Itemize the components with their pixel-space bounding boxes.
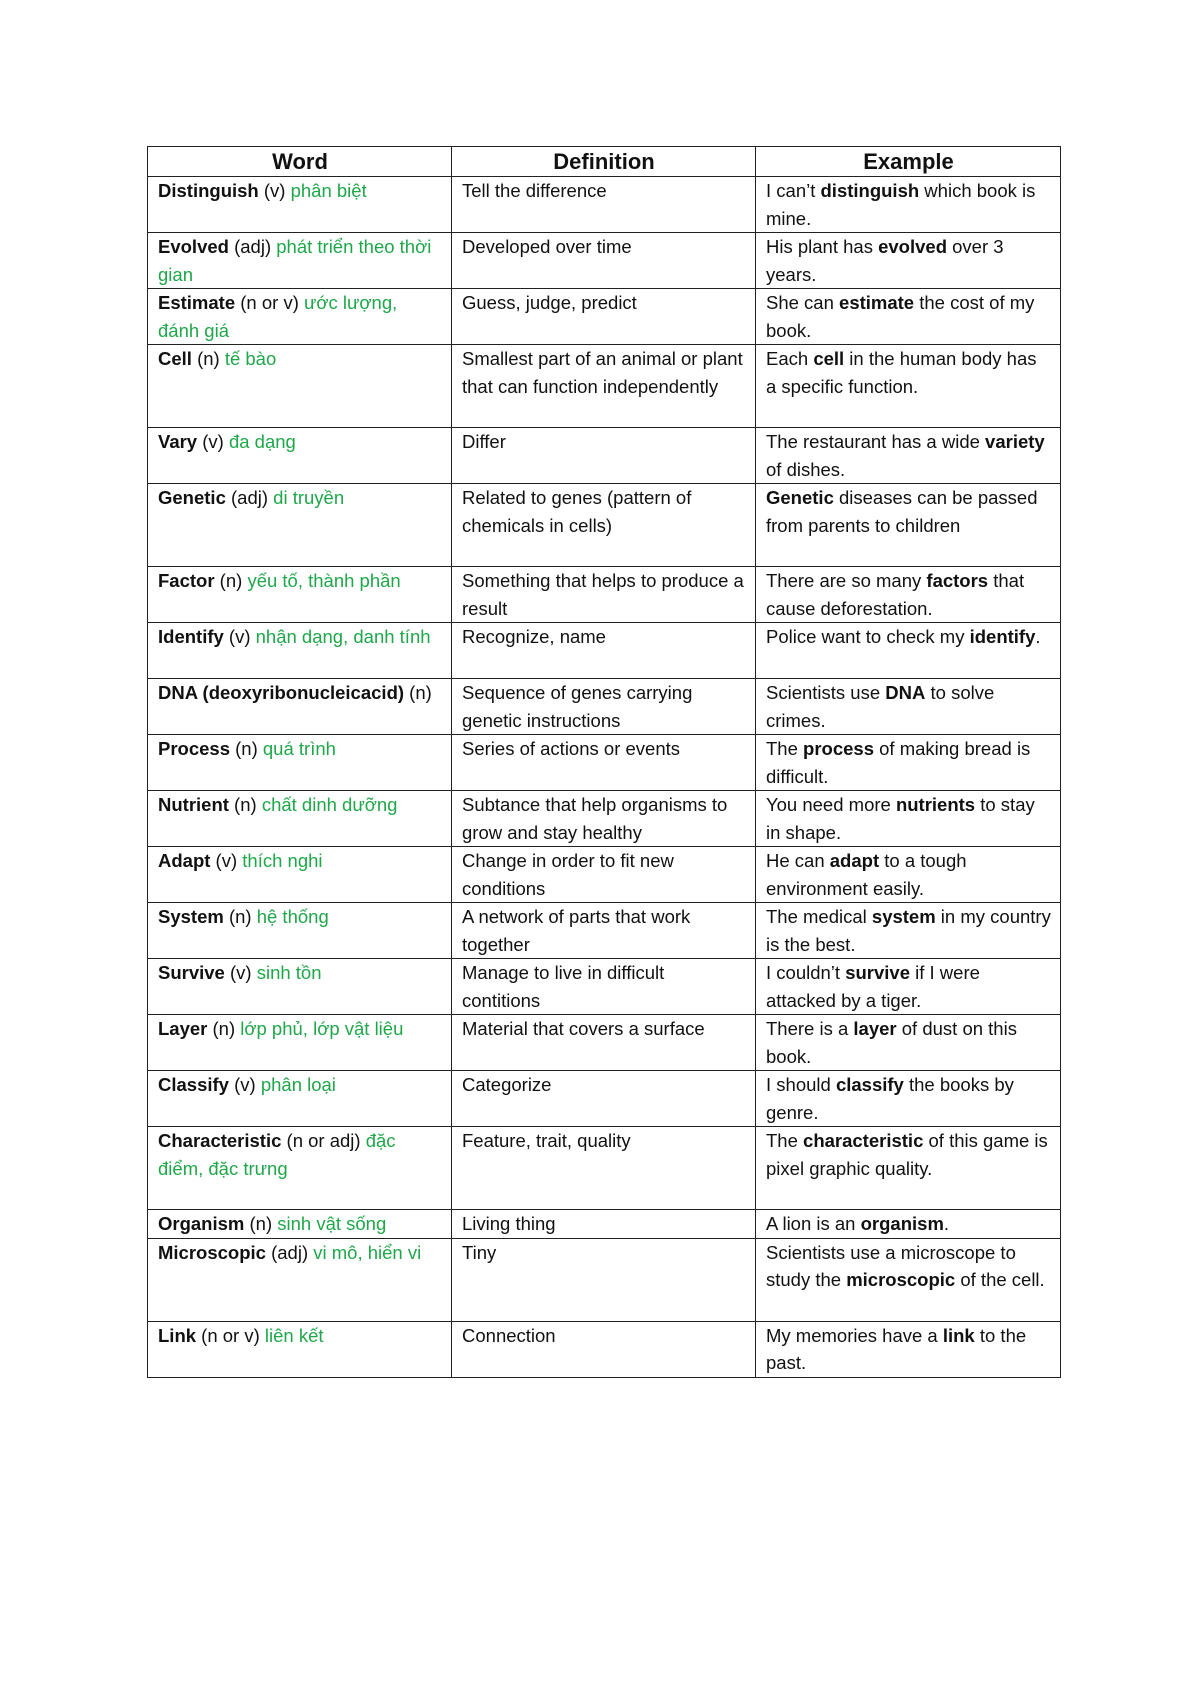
table-row <box>148 623 1061 679</box>
example-text-before: There are so many <box>766 570 927 591</box>
part-of-speech: (v) <box>223 626 256 647</box>
example-text-after: of dishes. <box>766 458 846 480</box>
word-term: Survive <box>158 962 225 983</box>
example-text-before: A lion is an <box>766 1213 861 1234</box>
table-row <box>148 428 1061 484</box>
word-cell <box>148 233 452 289</box>
example-text-after: of the cell. <box>955 1269 1045 1290</box>
word-cell <box>148 623 452 679</box>
vietnamese-translation: chất dinh dưỡng <box>261 794 398 815</box>
part-of-speech: (adj) <box>265 1241 314 1263</box>
example-cell <box>756 1015 1061 1071</box>
example-cell <box>756 1238 1061 1321</box>
definition-cell: Connection <box>452 1321 756 1377</box>
definition-cell: Categorize <box>452 1071 756 1127</box>
example-cell <box>756 289 1061 345</box>
word-term: Vary <box>158 431 198 452</box>
part-of-speech: (v) <box>224 962 257 983</box>
example-keyword: adapt <box>829 850 880 871</box>
example-text-after: in the human body has a specific function. <box>766 348 1037 397</box>
table-row <box>148 1071 1061 1127</box>
part-of-speech: (v) <box>228 1074 261 1095</box>
table-row <box>148 791 1061 847</box>
word-term: Cell <box>158 348 192 369</box>
example-text-before: I can’t <box>766 180 821 201</box>
vietnamese-translation: liên kết <box>264 1324 324 1346</box>
word-cell <box>148 903 452 959</box>
word-cell <box>148 177 452 233</box>
definition-cell: Tiny <box>452 1238 756 1321</box>
vietnamese-translation: tế bào <box>224 348 277 369</box>
part-of-speech: (n or v) <box>196 1324 265 1346</box>
vocabulary-table <box>147 146 1061 1378</box>
example-text-before: The medical <box>766 906 872 927</box>
vietnamese-translation: đặc điểm, đặc trưng <box>158 1130 396 1179</box>
vietnamese-translation: ước lượng, đánh giá <box>158 292 398 341</box>
part-of-speech: (n) <box>244 1213 278 1234</box>
word-cell <box>148 1238 452 1321</box>
example-text-after: to the past. <box>766 1324 1027 1373</box>
example-text-after: that cause deforestation. <box>766 570 1025 619</box>
vietnamese-translation: phát triển theo thời gian <box>158 236 432 285</box>
example-text-after: of making bread is difficult. <box>766 738 1031 787</box>
example-text-after: diseases can be passed from parents to children <box>766 487 1038 536</box>
example-cell <box>756 735 1061 791</box>
word-cell <box>148 1071 452 1127</box>
part-of-speech: (v) <box>258 180 291 201</box>
example-cell <box>756 959 1061 1015</box>
word-term: Link <box>158 1324 197 1346</box>
example-text-after: of dust on this book. <box>766 1018 1017 1067</box>
vietnamese-translation: sinh tồn <box>256 962 322 983</box>
example-text-before: He can <box>766 850 830 871</box>
part-of-speech: (n or v) <box>235 292 304 313</box>
example-keyword: variety <box>985 431 1045 452</box>
word-term: Microscopic <box>158 1241 266 1263</box>
table-row <box>148 484 1061 567</box>
vietnamese-translation: vi mô, hiển vi <box>313 1241 422 1263</box>
example-keyword: system <box>871 906 936 927</box>
part-of-speech: (n) <box>207 1018 241 1039</box>
definition-cell: Differ <box>452 428 756 484</box>
example-text-before: The restaurant has a wide <box>766 431 986 452</box>
example-text-before: His plant has <box>766 236 879 257</box>
word-term: System <box>158 906 224 927</box>
vietnamese-translation: hệ thống <box>256 906 329 927</box>
word-term: Characteristic <box>158 1130 282 1151</box>
part-of-speech: (n) <box>404 682 432 703</box>
part-of-speech: (adj) <box>228 236 277 257</box>
example-keyword: cell <box>813 348 845 369</box>
example-keyword: process <box>803 738 874 759</box>
table-row <box>148 289 1061 345</box>
part-of-speech: (n) <box>214 570 248 591</box>
word-term: Evolved <box>158 236 229 257</box>
vietnamese-translation: di truyền <box>273 487 345 508</box>
example-cell <box>756 847 1061 903</box>
example-keyword: nutrients <box>895 794 976 815</box>
example-text-after: . <box>943 1213 950 1234</box>
table-row <box>148 345 1061 428</box>
word-cell <box>148 847 452 903</box>
word-cell <box>148 1210 452 1239</box>
word-cell <box>148 1015 452 1071</box>
example-keyword: survive <box>845 962 910 983</box>
example-keyword: evolved <box>878 236 947 257</box>
table-row <box>148 1238 1061 1321</box>
word-term: Classify <box>158 1074 229 1095</box>
table-row <box>148 567 1061 623</box>
example-cell <box>756 177 1061 233</box>
word-cell <box>148 959 452 1015</box>
definition-cell: Sequence of genes carrying genetic instructions <box>452 679 756 735</box>
table-row <box>148 679 1061 735</box>
example-text-before: You need more <box>766 794 896 815</box>
vietnamese-translation: thích nghi <box>242 850 323 871</box>
table-row <box>148 959 1061 1015</box>
word-cell <box>148 484 452 567</box>
vietnamese-translation: nhận dạng, danh tính <box>255 626 431 647</box>
definition-cell: Manage to live in difficult contitions <box>452 959 756 1015</box>
example-keyword: organism <box>860 1213 944 1234</box>
word-term: Factor <box>158 570 215 591</box>
example-text-before: Each <box>766 348 814 369</box>
definition-cell: Recognize, name <box>452 623 756 679</box>
example-keyword: characteristic <box>803 1130 924 1151</box>
example-cell <box>756 679 1061 735</box>
example-keyword: microscopic <box>846 1269 956 1290</box>
vietnamese-translation: phân loại <box>260 1074 336 1095</box>
table-row <box>148 177 1061 233</box>
word-cell <box>148 428 452 484</box>
example-keyword: DNA <box>885 682 926 703</box>
word-term: Layer <box>158 1018 208 1039</box>
example-cell <box>756 1321 1061 1377</box>
vietnamese-translation: phân biệt <box>290 180 367 201</box>
word-term: Identify <box>158 626 224 647</box>
definition-cell: A network of parts that work together <box>452 903 756 959</box>
table-row <box>148 1015 1061 1071</box>
word-term: Nutrient <box>158 794 229 815</box>
example-keyword: estimate <box>839 292 915 313</box>
word-cell <box>148 289 452 345</box>
definition-cell: Tell the difference <box>452 177 756 233</box>
word-term: Distinguish <box>158 180 259 201</box>
definition-cell: Material that covers a surface <box>452 1015 756 1071</box>
part-of-speech: (n) <box>228 794 262 815</box>
table-row <box>148 847 1061 903</box>
example-text-after: over 3 years. <box>766 236 1004 285</box>
word-cell <box>148 735 452 791</box>
example-cell <box>756 345 1061 428</box>
definition-cell: Living thing <box>452 1210 756 1239</box>
example-keyword: distinguish <box>820 180 920 201</box>
word-term: Adapt <box>158 850 211 871</box>
example-keyword: classify <box>835 1074 904 1095</box>
word-cell <box>148 1321 452 1377</box>
example-text-after: to a tough environment easily. <box>766 850 967 899</box>
part-of-speech: (n or adj) <box>281 1130 366 1151</box>
example-cell <box>756 903 1061 959</box>
word-term: Process <box>158 738 230 759</box>
word-term: Estimate <box>158 292 236 313</box>
word-term: Genetic <box>158 487 226 508</box>
example-text-after: of this game is pixel graphic quality. <box>766 1130 1048 1179</box>
example-cell <box>756 428 1061 484</box>
example-text-after: . <box>1035 626 1041 647</box>
definition-cell: Related to genes (pattern of chemicals in cells) <box>452 484 756 567</box>
vietnamese-translation: yếu tố, thành phần <box>247 570 401 591</box>
example-text-after: to solve crimes. <box>766 682 995 731</box>
table-row <box>148 903 1061 959</box>
vietnamese-translation: sinh vật sống <box>277 1213 387 1234</box>
header-row <box>148 147 1061 177</box>
example-keyword: identify <box>969 626 1036 647</box>
part-of-speech: (adj) <box>225 487 274 508</box>
word-cell <box>148 679 452 735</box>
table-row <box>148 1127 1061 1210</box>
definition-cell: Smallest part of an animal or plant that can function independently <box>452 345 756 428</box>
example-text-before: Scientists use <box>766 682 886 703</box>
part-of-speech: (v) <box>210 850 243 871</box>
example-text-after: to stay in shape. <box>766 794 1035 843</box>
example-text-before: The <box>766 738 804 759</box>
vietnamese-translation: đa dạng <box>228 431 296 452</box>
example-text-before: Police want to check my <box>766 626 970 647</box>
part-of-speech: (n) <box>223 906 257 927</box>
example-cell <box>756 233 1061 289</box>
example-cell <box>756 623 1061 679</box>
example-text-before: The <box>766 1130 804 1151</box>
example-keyword: link <box>942 1324 975 1346</box>
header-example: Example <box>756 147 1061 177</box>
example-cell <box>756 484 1061 567</box>
example-text-after: which book is mine. <box>766 180 1036 229</box>
vietnamese-translation: lớp phủ, lớp vật liệu <box>240 1018 404 1039</box>
table-row <box>148 735 1061 791</box>
table-row <box>148 1321 1061 1377</box>
example-text-before: There is a <box>766 1018 854 1039</box>
example-text-after: if I were attacked by a tiger. <box>766 962 980 1011</box>
word-cell <box>148 567 452 623</box>
example-cell <box>756 791 1061 847</box>
example-cell <box>756 1127 1061 1210</box>
example-keyword: factors <box>926 570 989 591</box>
table-row <box>148 233 1061 289</box>
example-text-after: in my country is the best. <box>766 906 1051 955</box>
example-cell <box>756 1210 1061 1239</box>
part-of-speech: (v) <box>197 431 229 452</box>
definition-cell: Guess, judge, predict <box>452 289 756 345</box>
word-cell <box>148 1127 452 1210</box>
table-row <box>148 1210 1061 1239</box>
example-keyword: Genetic <box>766 487 834 508</box>
header-word: Word <box>148 147 452 177</box>
definition-cell: Feature, trait, quality <box>452 1127 756 1210</box>
example-text-after: the books by genre. <box>766 1074 1014 1123</box>
definition-cell: Subtance that help organisms to grow and stay healthy <box>452 791 756 847</box>
definition-cell: Developed over time <box>452 233 756 289</box>
definition-cell: Change in order to fit new conditions <box>452 847 756 903</box>
header-definition: Definition <box>452 147 756 177</box>
example-text-before: My memories have a <box>766 1324 943 1346</box>
word-term: Organism <box>158 1213 245 1234</box>
example-text-before: Scientists use a microscope to study the <box>766 1241 1016 1290</box>
part-of-speech: (n) <box>230 738 263 759</box>
example-text-before: I couldn’t <box>766 962 846 983</box>
example-cell <box>756 567 1061 623</box>
vietnamese-translation: quá trình <box>262 738 336 759</box>
part-of-speech: (n) <box>191 348 225 369</box>
example-text-before: She can <box>766 292 840 313</box>
definition-cell: Something that helps to produce a result <box>452 567 756 623</box>
word-cell <box>148 791 452 847</box>
example-text-before: I should <box>766 1074 836 1095</box>
word-cell <box>148 345 452 428</box>
word-term: DNA (deoxyribonucleicacid) <box>158 682 405 703</box>
example-cell <box>756 1071 1061 1127</box>
example-text-after: the cost of my book. <box>766 292 1035 341</box>
example-keyword: layer <box>853 1018 897 1039</box>
definition-cell: Series of actions or events <box>452 735 756 791</box>
